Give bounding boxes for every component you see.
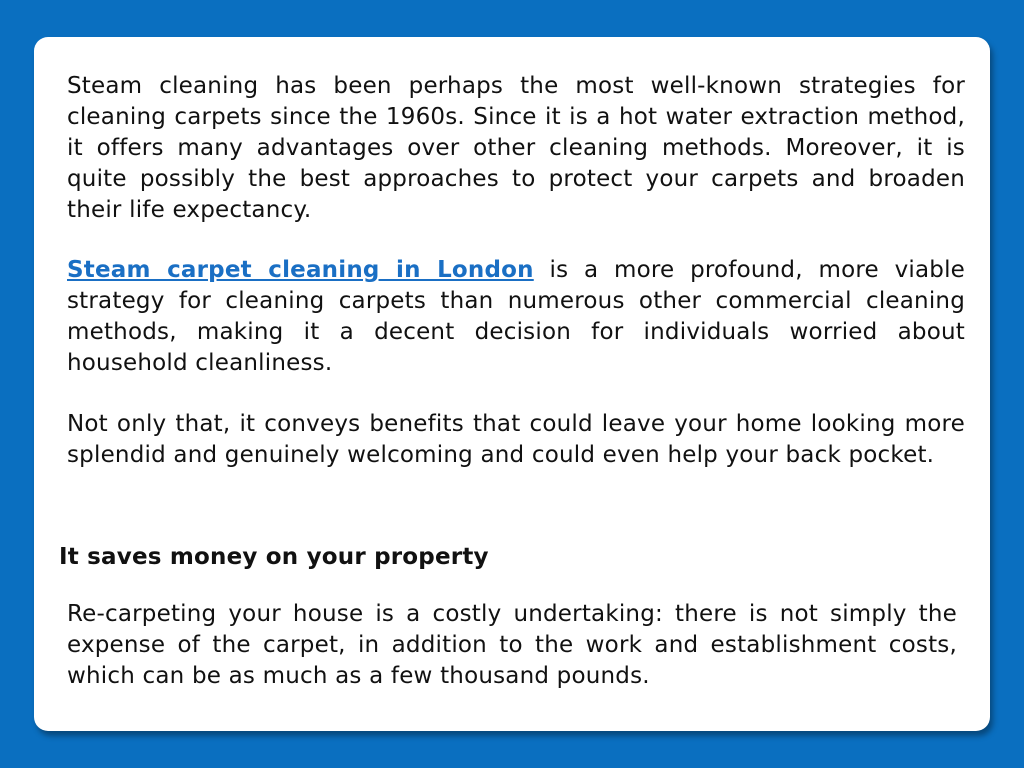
steam-cleaning-paragraph (67, 255, 965, 379)
content-card (34, 37, 990, 731)
section-heading: It saves money on your property (59, 544, 489, 570)
intro-paragraph: Steam cleaning has been perhaps the most well-known strategies for cleaning carpets since the 1960s. Since it is a hot water extraction method, it offers many advantages over other cleaning methods. Moreover, it is quite possibly the best approaches to protect your carpets and broaden their life expectancy. (67, 73, 965, 223)
recarpeting-paragraph: Re-carpeting your house is a costly undertaking: there is not simply the expense of the carpet, in addition to the work and establishment costs, which can be as much as a few thousand pounds. (67, 601, 957, 689)
steam-carpet-cleaning-link[interactable]: Steam carpet cleaning in London (67, 257, 534, 283)
benefits-paragraph: Not only that, it conveys benefits that could leave your home looking more splendid and genuinely welcoming and could even help your back pocket. (67, 411, 965, 468)
steam-cleaning-paragraph-text: is a more profound, more viable strategy for cleaning carpets than numerous other commercial cleaning methods, making it a decent decision for individuals worried about household cleanliness. (67, 257, 966, 376)
